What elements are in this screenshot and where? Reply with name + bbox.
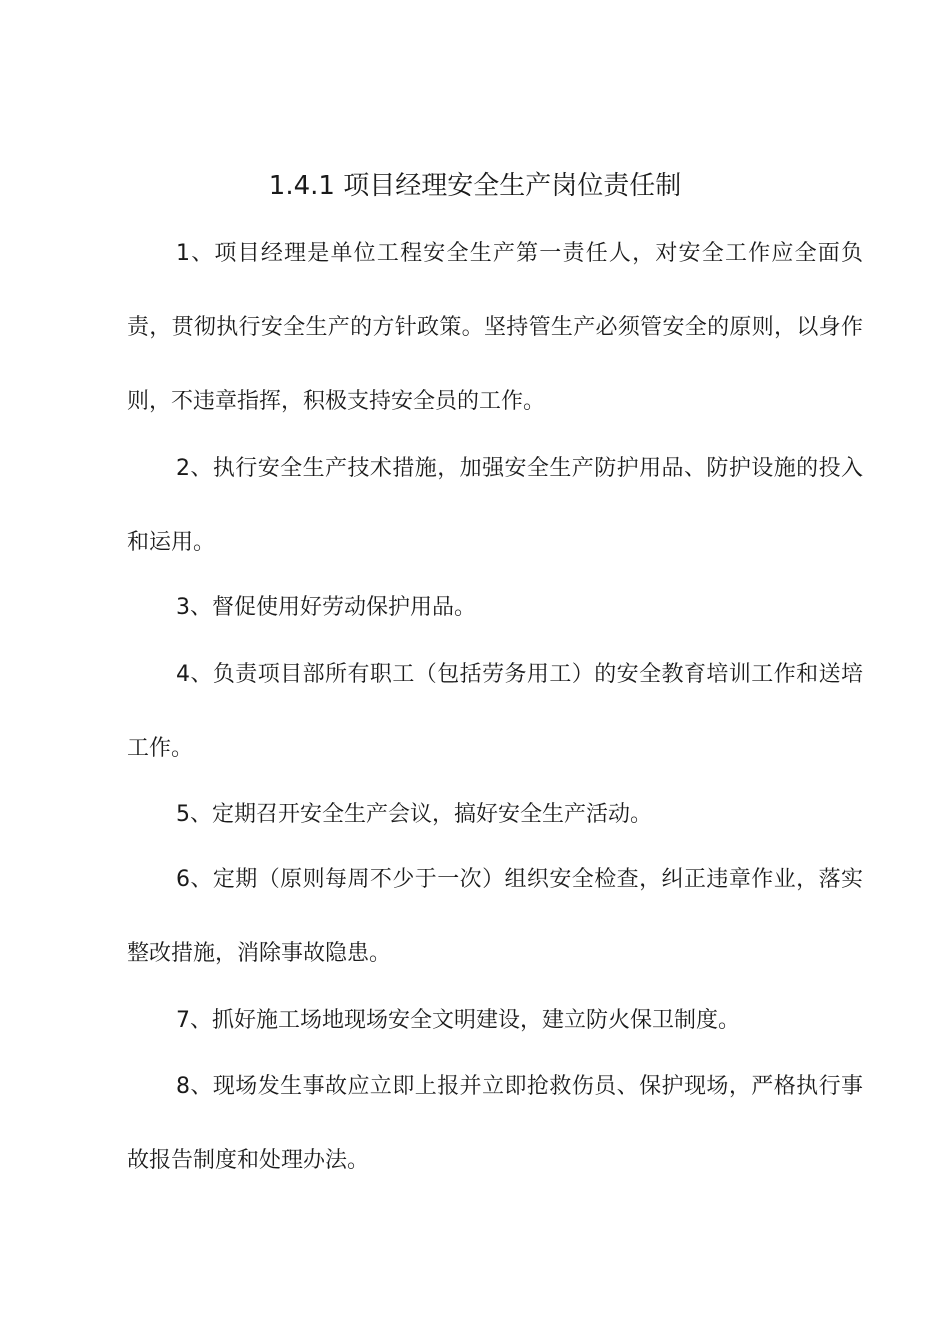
paragraph-6: 6、定期（原则每周不少于一次）组织安全检查，纠正违章作业，落实整改措施，消除事故隐患。 <box>127 867 863 966</box>
paragraph-8: 8、现场发生事故应立即上报并立即抢救伤员、保护现场，严格执行事故报告制度和处理办法。 <box>127 1074 863 1173</box>
page-title: 1.4.1 项目经理安全生产岗位责任制 <box>268 171 682 201</box>
paragraph-2: 2、执行安全生产技术措施，加强安全生产防护用品、防护设施的投入和运用。 <box>127 456 863 555</box>
paragraph-1: 1、项目经理是单位工程安全生产第一责任人，对安全工作应全面负责，贯彻执行安全生产的方针政策。坚持管生产必须管安全的原则，以身作则，不违章指挥，积极支持安全员的工作。 <box>127 241 863 414</box>
paragraph-7: 7、抓好施工场地现场安全文明建设，建立防火保卫制度。 <box>176 1008 740 1033</box>
paragraph-3: 3、督促使用好劳动保护用品。 <box>176 595 476 620</box>
paragraph-4: 4、负责项目部所有职工（包括劳务用工）的安全教育培训工作和送培工作。 <box>127 662 863 761</box>
paragraph-5: 5、定期召开安全生产会议，搞好安全生产活动。 <box>176 802 652 827</box>
